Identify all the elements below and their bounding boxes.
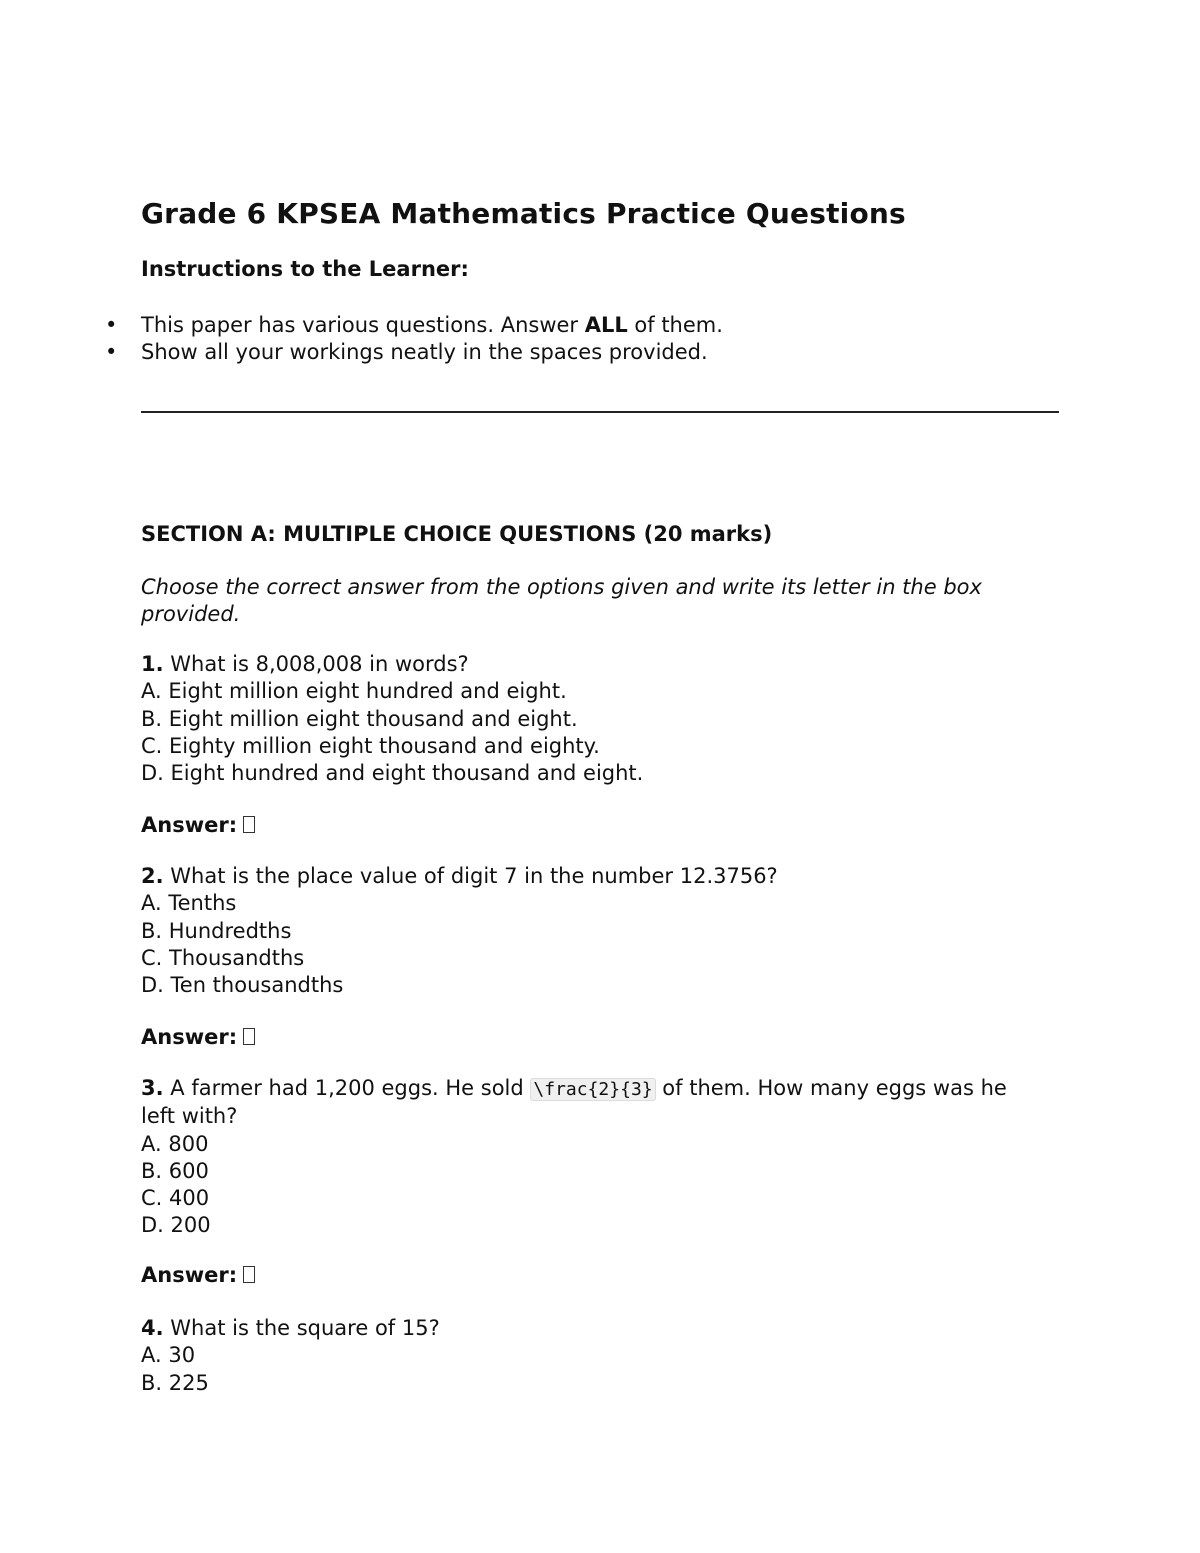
answer-box[interactable] <box>243 1028 255 1045</box>
section-directions: Choose the correct answer from the options given and write its letter in the box provided. <box>141 575 982 626</box>
question-number: 3. <box>141 1076 164 1100</box>
option-a: A. 800 <box>141 1131 209 1156</box>
instruction-item <box>105 339 723 366</box>
question-stem <box>141 1075 1041 1131</box>
question-text: A farmer had 1,200 eggs. He sold <box>170 1076 531 1100</box>
latex-code-snippet: \frac{2}{3} <box>530 1078 655 1101</box>
instruction-item <box>105 312 723 339</box>
bullet-icon: • <box>105 340 118 364</box>
section-a-heading: SECTION A: MULTIPLE CHOICE QUESTIONS (20 marks) <box>141 522 773 546</box>
option-d: D. Ten thousandths <box>141 973 344 998</box>
question-text: What is 8,008,008 in words? <box>170 652 469 676</box>
question-1 <box>141 651 1041 787</box>
page-title: Grade 6 KPSEA Mathematics Practice Questions <box>141 197 906 230</box>
question-4 <box>141 1315 1041 1397</box>
instruction-text-end: of them. <box>627 313 723 337</box>
question-number: 2. <box>141 864 164 888</box>
instruction-text: This paper has various questions. Answer <box>141 313 585 337</box>
answer-label: Answer: <box>141 1263 238 1287</box>
instruction-text: Show all your workings neatly in the spaces provided. <box>141 340 708 364</box>
instruction-emphasis: ALL <box>584 313 628 337</box>
answer-box[interactable] <box>243 816 255 833</box>
question-text-end: of them. How many eggs was he left with? <box>141 1076 1007 1129</box>
answer-label: Answer: <box>141 1025 238 1049</box>
question-stem <box>141 863 1041 890</box>
question-number: 4. <box>141 1316 164 1340</box>
question-2 <box>141 863 1041 999</box>
option-d: D. 200 <box>141 1213 211 1238</box>
option-c: C. Eighty million eight thousand and eighty. <box>141 733 600 758</box>
question-number: 1. <box>141 652 164 676</box>
horizontal-divider <box>141 411 1059 413</box>
option-c: C. Thousandths <box>141 945 305 970</box>
option-b: B. 600 <box>141 1158 209 1183</box>
question-text: What is the square of 15? <box>170 1316 440 1340</box>
answer-label: Answer: <box>141 813 238 837</box>
instructions-heading: Instructions to the Learner: <box>141 257 469 281</box>
option-a: A. 30 <box>141 1343 196 1368</box>
option-a: A. Eight million eight hundred and eight. <box>141 679 567 704</box>
instructions-list <box>105 312 723 366</box>
answer-row-1 <box>141 813 255 837</box>
answer-box[interactable] <box>243 1266 255 1283</box>
answer-row-2 <box>141 1025 255 1049</box>
question-stem <box>141 1315 1041 1342</box>
option-c: C. 400 <box>141 1186 210 1211</box>
answer-row-3 <box>141 1263 255 1287</box>
option-b: B. Hundredths <box>141 918 292 943</box>
bullet-icon: • <box>105 313 118 337</box>
option-b: B. 225 <box>141 1370 209 1395</box>
option-b: B. Eight million eight thousand and eight. <box>141 706 578 731</box>
option-a: A. Tenths <box>141 891 237 916</box>
question-text: What is the place value of digit 7 in the number 12.3756? <box>170 864 778 888</box>
question-3 <box>141 1075 1041 1240</box>
option-d: D. Eight hundred and eight thousand and eight. <box>141 761 644 786</box>
question-stem <box>141 651 1041 678</box>
